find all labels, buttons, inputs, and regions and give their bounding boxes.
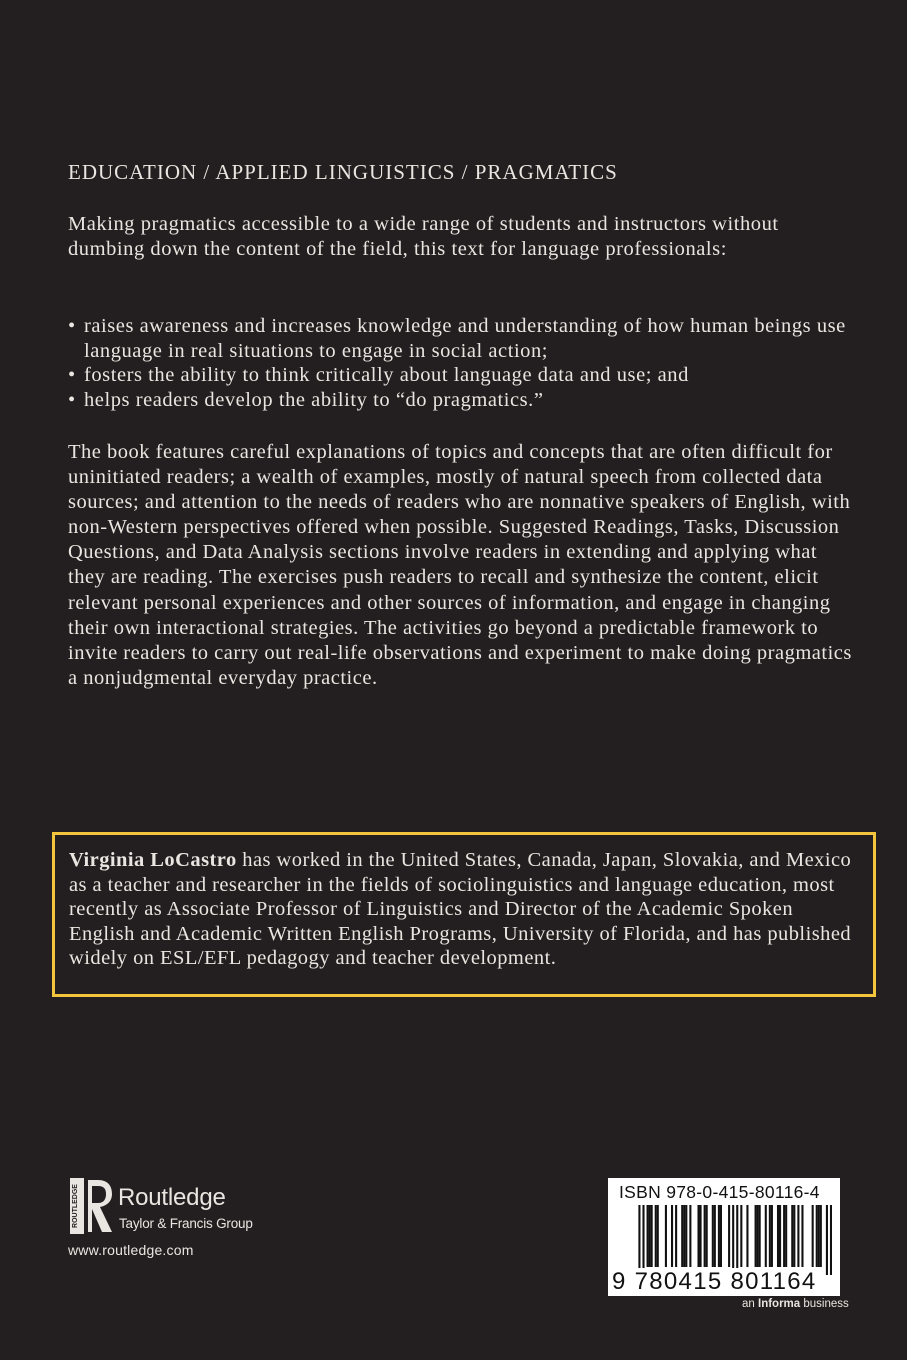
barcode-bar [671,1205,673,1267]
barcode-bar [757,1205,759,1267]
bullet-icon: • [68,364,76,386]
barcode-bar [675,1205,677,1267]
barcode-bar [683,1205,685,1267]
barcode-bar [697,1205,699,1267]
routledge-logo-icon [68,1178,112,1234]
barcode-bar [785,1205,787,1267]
informa-prefix: an [742,1298,758,1310]
barcode-bar [704,1205,706,1267]
bullet-icon: • [68,388,76,411]
barcode-bar [655,1205,657,1267]
barcode-bar [830,1205,832,1275]
features-paragraph: The book features careful explanations of topics and concepts that are often difficult for uninitiated readers; a wealth of examples, mostly of natural speech from collected data sources; and attention to the needs of readers who are nonnative speakers of English, with non-Western perspectives offered when possible. Suggested Readings, Tasks, Discussion Questions, and Data Analysis sections involve readers in extending and applying what they are reading. The exercises push readers to recall and synthesize the content, elicit relevant personal experiences and other sources of information, and engage in changing their own interactional strategies. The activities go beyond a predictable framework to invite readers to carry out real-life observations and experiment to make doing pragmatics a nonjudgmental everyday practice. [68,441,852,689]
bullet-item [68,314,858,363]
barcode-bar [706,1205,708,1267]
barcode-bar [793,1205,795,1267]
barcode-bar [759,1205,761,1267]
barcode-bar [689,1205,691,1267]
barcode-bar [746,1205,748,1267]
barcode-bar [712,1205,714,1267]
publisher-group: Taylor & Francis Group [119,1216,253,1231]
barcode-bar [779,1205,781,1267]
barcode-digits: 9 780415 801164 [612,1268,817,1295]
barcode-bar [700,1205,702,1267]
isbn-barcode-box [608,1178,840,1296]
barcode-bar [651,1205,653,1267]
barcode-bar [647,1205,649,1267]
barcode-bar [812,1205,814,1267]
barcode-bar [777,1205,779,1267]
informa-suffix: business [800,1298,849,1310]
barcode-bar [797,1205,799,1267]
publisher-name: Routledge [118,1184,226,1211]
barcode-bar [720,1205,722,1267]
barcode-bar [820,1205,822,1267]
bullet-text: fosters the ability to think critically about language data and use; and [84,364,689,386]
barcode-bar [681,1205,683,1267]
bullet-text: helps readers develop the ability to “do pragmatics.” [84,388,544,411]
barcode-bar [732,1205,734,1275]
informa-tagline [742,1298,849,1310]
bullet-item [68,388,858,413]
barcode-bar [649,1205,651,1267]
barcode-bar [816,1205,818,1267]
intro-paragraph: Making pragmatics accessible to a wide range of students and instructors without dumbing down the content of the field, this text for language professionals: [68,213,779,260]
author-bio-box [52,832,876,997]
author-bio [69,848,859,971]
barcode-bar [657,1205,659,1267]
barcode-bar [642,1205,644,1275]
barcode-bar [801,1205,803,1267]
barcode-bar [826,1205,828,1275]
bullet-icon: • [68,315,76,337]
barcode-bar [728,1205,730,1267]
barcode-bar [718,1205,720,1267]
bullet-text: raises awareness and increases knowledge and understanding of how human beings use language in real situations to engage in social action; [84,315,846,362]
barcode-bar [714,1205,716,1267]
barcode-bar [818,1205,820,1267]
barcode-bar [771,1205,773,1267]
bullet-item [68,363,858,388]
author-name: Virginia LoCastro [69,849,237,871]
publisher-website: www.routledge.com [68,1242,194,1258]
barcode-bar [665,1205,667,1267]
isbn-label: ISBN 978-0-415-80116-4 [619,1182,820,1202]
author-bio-text: has worked in the United States, Canada, Japan, Slovakia, and Mexico as a teacher and researcher in the fields of sociolinguistics and language education, most recently as Associate Professor of Linguistics and Director of the Academic Spoken English and Academic Written English Programs, University of Florida, and has published widely on ESL/EFL pedagogy and teacher development. [69,849,852,969]
feature-bullet-list [68,314,858,412]
barcode-bar [638,1205,640,1275]
barcode-bar [769,1205,771,1267]
informa-brand: Informa [758,1298,801,1310]
barcode-bar [755,1205,757,1267]
barcode-bar [685,1205,687,1267]
barcode-bar [765,1205,767,1267]
barcode-bar [736,1205,738,1275]
barcode-bar [740,1205,742,1267]
barcode-bar [783,1205,785,1267]
subject-category: EDUCATION / APPLIED LINGUISTICS / PRAGMATICS [68,160,618,184]
logo-text: ROUTLEDGE [72,1184,79,1228]
barcode-bar [791,1205,793,1267]
barcode-icon [618,1205,832,1275]
